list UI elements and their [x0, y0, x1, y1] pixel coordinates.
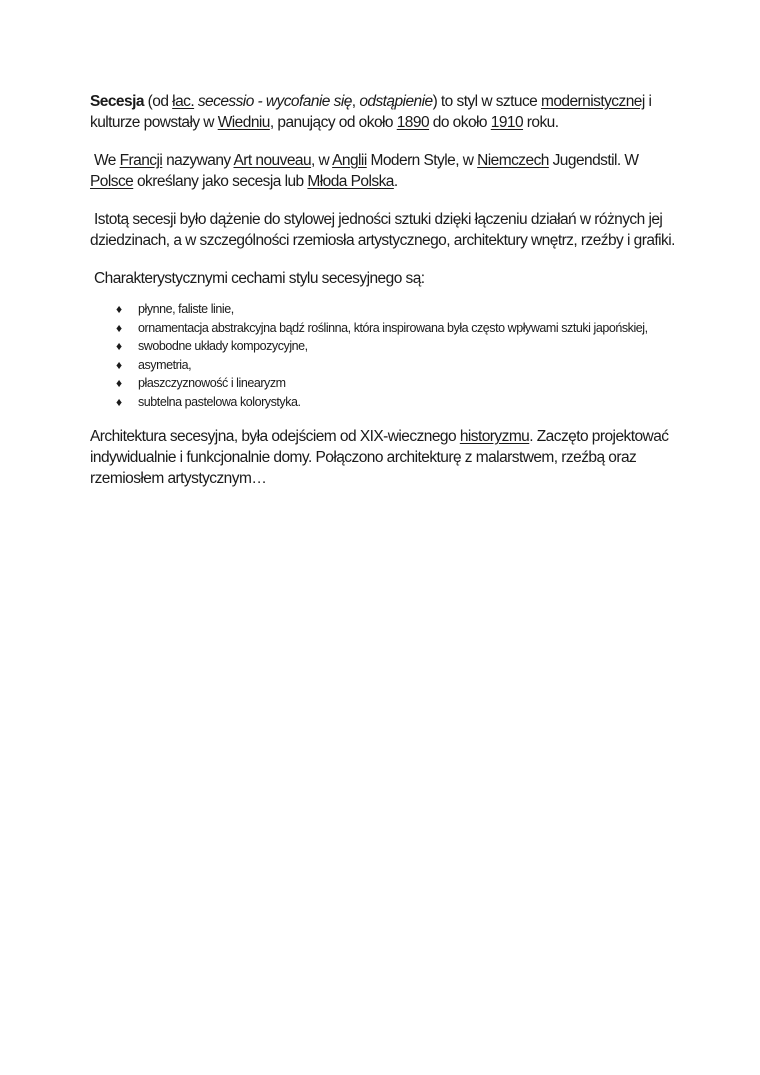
text-run: (od — [143, 93, 173, 110]
text-run: do około — [429, 114, 491, 131]
list-item-text: płynne, faliste linie, — [138, 302, 234, 316]
link-niemczech[interactable]: Niemczech — [477, 152, 549, 169]
diamond-bullet-icon: ♦ — [116, 302, 122, 316]
list-item-text: płaszczyznowość i linearyzm — [138, 376, 286, 390]
list-item — [116, 356, 658, 375]
diamond-bullet-icon: ♦ — [116, 394, 122, 409]
etymology-italic: secessio - wycofanie się — [197, 93, 352, 110]
list-item — [116, 337, 658, 356]
list-item-text: subtelna pastelowa kolorystyka. — [138, 394, 301, 409]
term-secesja: Secesja — [90, 93, 144, 110]
link-historyzmu[interactable]: historyzmu — [459, 428, 530, 445]
names-paragraph — [90, 150, 680, 192]
text-run: określany jako secesja lub — [133, 173, 308, 190]
features-heading: Charakterystycznymi cechami stylu secesyjnego są: — [94, 270, 425, 287]
link-mloda-polska[interactable]: Młoda Polska — [307, 173, 394, 190]
link-lac[interactable]: łac. — [172, 93, 195, 110]
text-run: , panujący od około — [269, 114, 397, 131]
text-run: ) to styl w sztuce — [432, 93, 541, 110]
list-item — [116, 300, 658, 319]
diamond-bullet-icon: ♦ — [116, 320, 122, 335]
text-run: roku. — [523, 114, 559, 131]
intro-paragraph — [90, 91, 680, 133]
list-item-text: asymetria, — [138, 357, 192, 372]
link-1910[interactable]: 1910 — [490, 114, 524, 131]
text-run: Modern Style, w — [366, 152, 478, 169]
text-run: i kulturze powstały w — [90, 93, 652, 131]
text-run: Jugendstil. W — [548, 152, 639, 169]
list-item-text: ornamentacja abstrakcyjna bądź roślinna, która inspirowana była często wpływami sztuki japońskiej, — [138, 320, 648, 335]
link-francji[interactable]: Francji — [119, 152, 163, 169]
etymology-italic-2: odstąpienie — [359, 93, 433, 110]
list-item — [116, 374, 658, 393]
text-run: Architektura secesyjna, była odejściem od XIX-wiecznego — [90, 428, 460, 445]
link-art-nouveau[interactable]: Art nouveau — [233, 152, 312, 169]
architecture-paragraph — [90, 426, 680, 489]
document-body — [90, 91, 680, 489]
list-item — [116, 393, 658, 412]
list-item-text: swobodne układy kompozycyjne, — [138, 339, 308, 353]
diamond-bullet-icon: ♦ — [116, 357, 122, 372]
text-run: , — [351, 93, 360, 110]
link-anglii[interactable]: Anglii — [332, 152, 367, 169]
text-run: , w — [311, 152, 333, 169]
diamond-bullet-icon: ♦ — [116, 339, 122, 353]
list-item — [116, 319, 658, 338]
text-run: nazywany — [162, 152, 234, 169]
essence-paragraph: Istotą secesji było dążenie do stylowej jedności sztuki dzięki łączeniu działań w różnych jej dziedzinach, a w szczególności rzemiosła artystycznego, architektury wnętrz, rzeźby i grafiki. — [90, 211, 675, 249]
link-polsce[interactable]: Polsce — [90, 173, 134, 190]
text-run: . Zaczęto projektować indywidualnie i funkcjonalnie domy. Połączono architekturę z malarstwem, rzeźbą oraz rzemiosłem artystycznym… — [90, 428, 669, 487]
link-modernistycznej[interactable]: modernistycznej — [540, 93, 645, 110]
link-1890[interactable]: 1890 — [396, 114, 430, 131]
diamond-bullet-icon: ♦ — [116, 376, 122, 390]
text-run: . — [393, 173, 398, 190]
features-list — [90, 300, 680, 411]
link-wiedniu[interactable]: Wiedniu — [217, 114, 270, 131]
text-run: We — [94, 152, 120, 169]
